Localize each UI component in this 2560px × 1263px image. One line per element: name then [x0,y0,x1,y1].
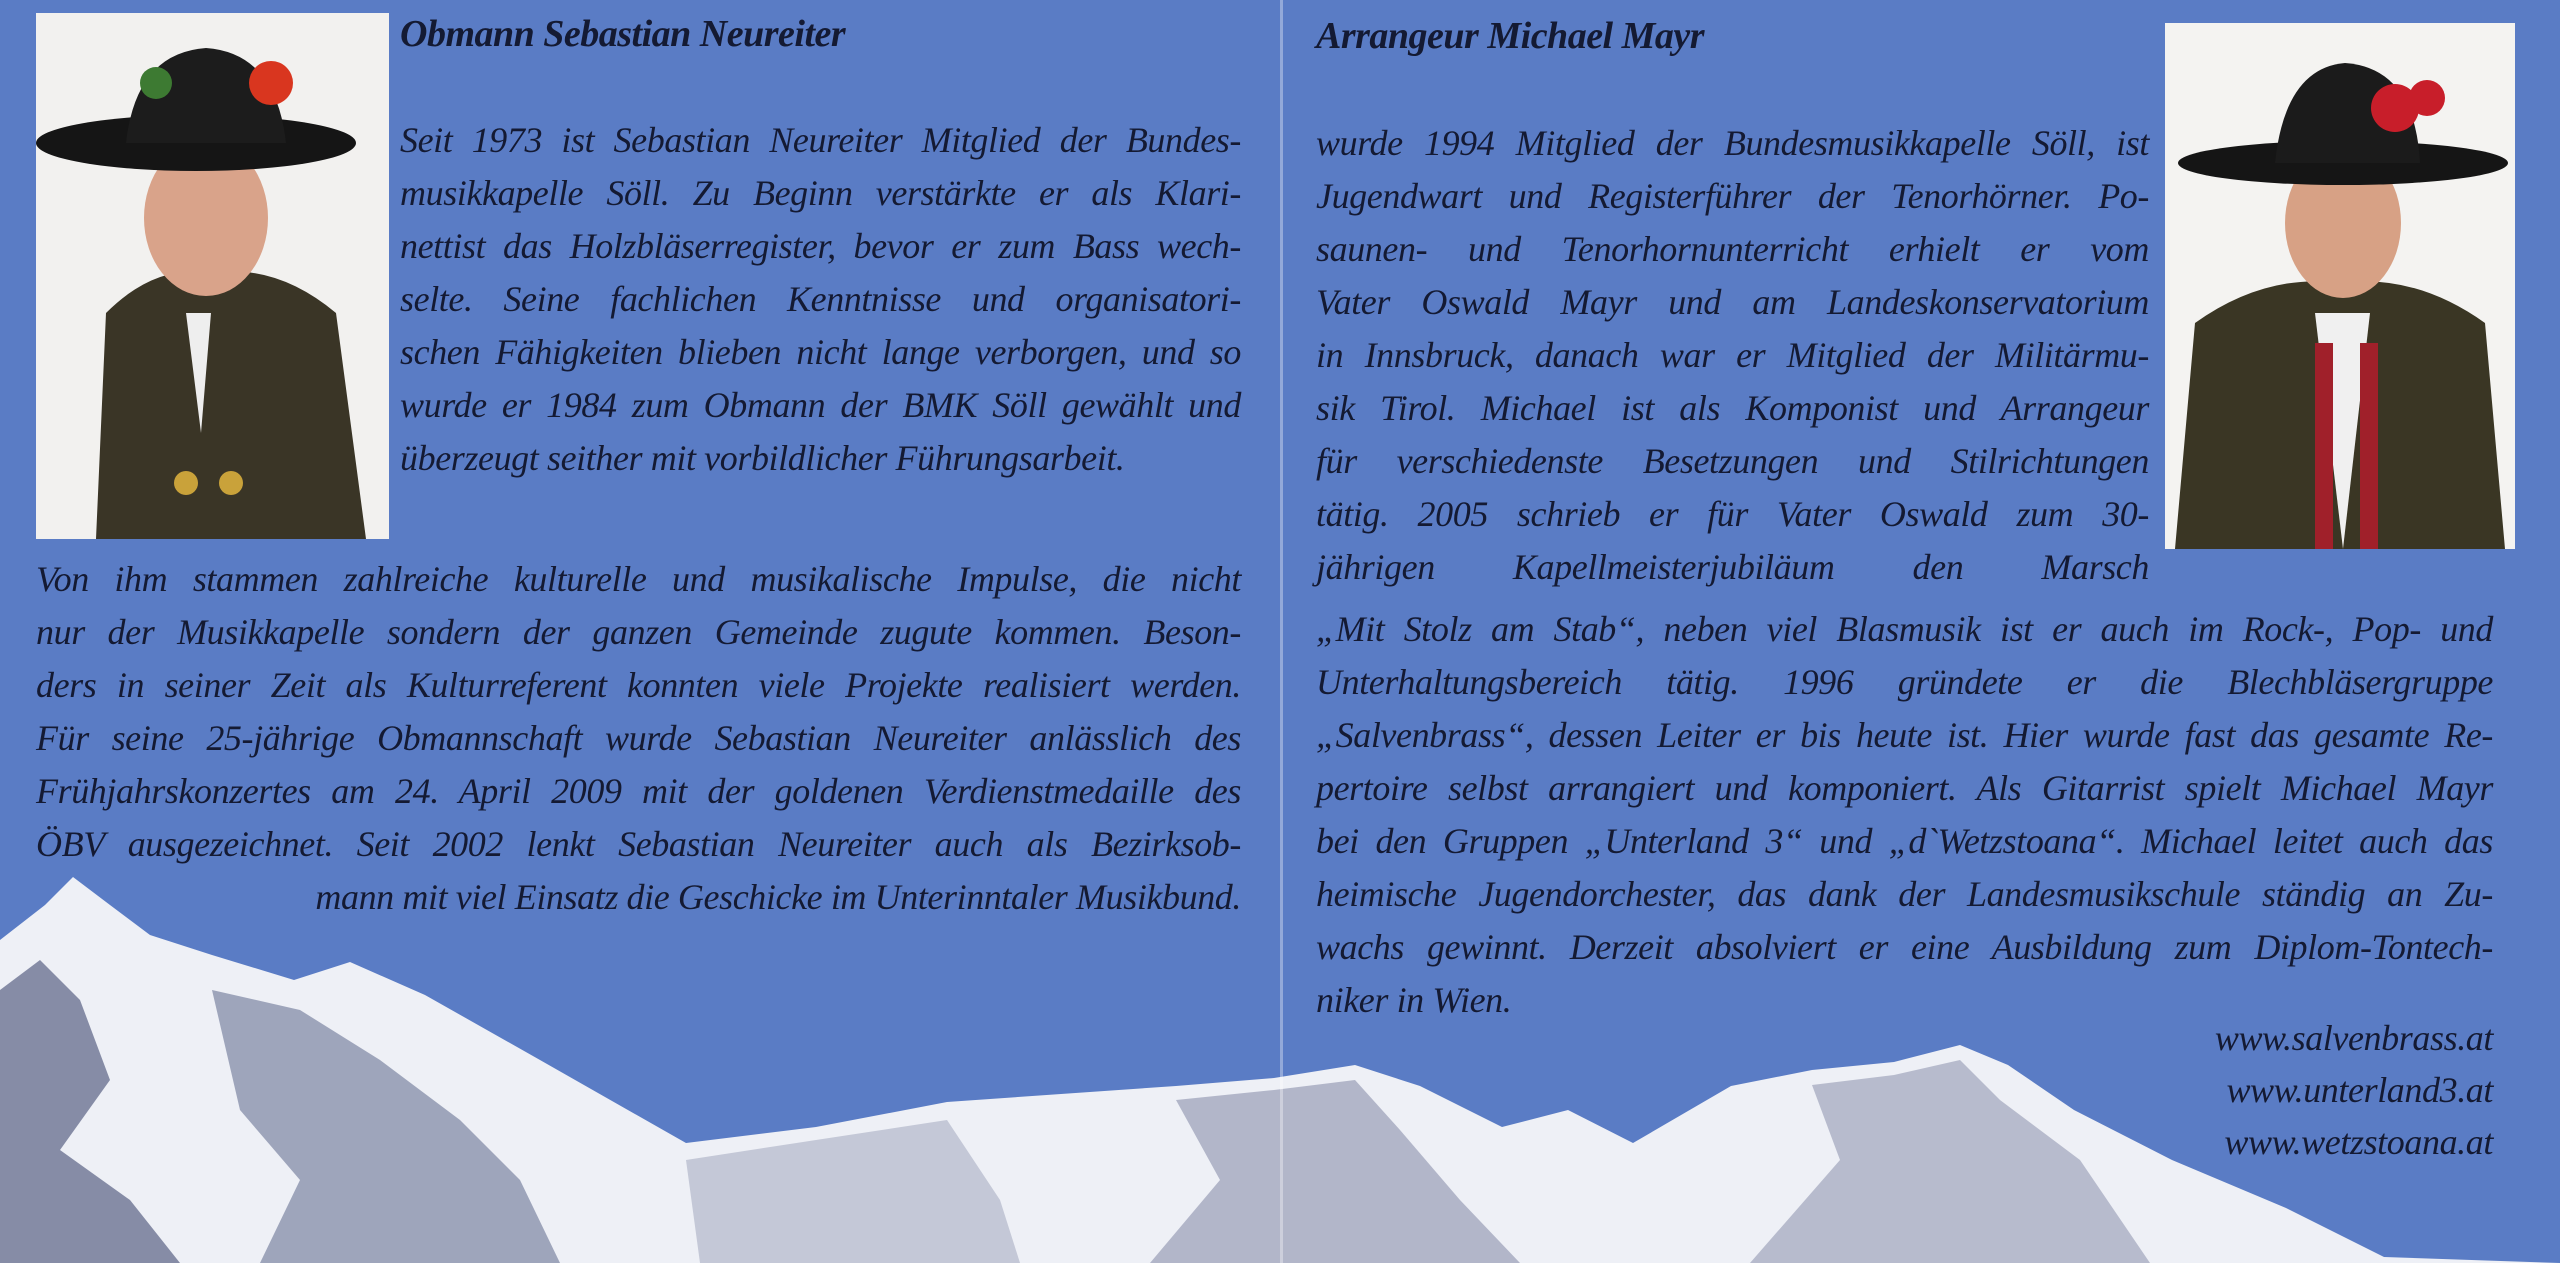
text-line: musikkapelle Söll. Zu Beginn verstärkte er als Klari- [400,173,1241,213]
text-line: in Innsbruck, danach war er Mitglied der Militärmu- [1316,335,2149,375]
text-line: wachs gewinnt. Derzeit absolviert er eine Ausbildung zum Diplom-Tontech- [1316,927,2493,967]
right-body-text [1316,603,2493,1027]
text-line: saunen- und Tenorhornunterricht erhielt er vom [1316,229,2149,269]
text-line: Für seine 25-jährige Obmannschaft wurde Sebastian Neureiter anlässlich des [36,718,1241,758]
website-link: www.unterland3.at [2226,1070,2493,1110]
text-line: Jugendwart und Registerführer der Tenorhörner. Po- [1316,176,2149,216]
website-link: www.salvenbrass.at [2214,1018,2493,1058]
text-line: tätig. 2005 schrieb er für Vater Oswald zum 30- [1316,494,2149,534]
text-line: nettist das Holzbläserregister, bevor er zum Bass wech- [400,226,1241,266]
booklet-fold [1280,0,1283,1263]
text-line: sik Tirol. Michael ist als Komponist und Arrangeur [1316,388,2149,428]
text-line: mann mit viel Einsatz die Geschicke im Unterinntaler Musikbund. [315,877,1241,917]
text-line: „Mit Stolz am Stab“, neben viel Blasmusik ist er auch im Rock-, Pop- und [1316,609,2493,649]
text-line: „Salvenbrass“, dessen Leiter er bis heute ist. Hier wurde fast das gesamte Re- [1316,715,2493,755]
heading-sebastian-neureiter: Obmann Sebastian Neureiter [400,13,846,55]
text-line: Unterhaltungsbereich tätig. 1996 gründete er die Blechbläsergruppe [1316,662,2493,702]
text-line: überzeugt seither mit vorbildlicher Führungsarbeit. [400,438,1125,478]
website-link: www.wetzstoana.at [2224,1122,2493,1162]
photo-michael-mayr [2165,23,2515,549]
photo-sebastian-neureiter [36,13,389,539]
portrait-image [2165,23,2515,549]
text-line: Frühjahrskonzertes am 24. April 2009 mit der goldenen Verdienstmedaille des [36,771,1241,811]
website-links [2215,1012,2493,1168]
text-line: für verschiedenste Besetzungen und Stilrichtungen [1316,441,2149,481]
left-intro-text [400,114,1241,485]
right-intro-text [1316,117,2149,594]
text-line: Von ihm stammen zahlreiche kulturelle und musikalische Impulse, die nicht [36,559,1241,599]
text-line: wurde er 1984 zum Obmann der BMK Söll gewählt und [400,385,1241,425]
text-line: pertoire selbst arrangiert und komponiert. Als Gitarrist spielt Michael Mayr [1316,768,2493,808]
text-line: selte. Seine fachlichen Kenntnisse und organisatori- [400,279,1241,319]
text-line: niker in Wien. [1316,980,1512,1020]
text-line: ders in seiner Zeit als Kulturreferent konnten viele Projekte realisiert werden. [36,665,1241,705]
left-body-text [36,553,1241,924]
text-line: wurde 1994 Mitglied der Bundesmusikkapelle Söll, ist [1316,123,2149,163]
text-line: heimische Jugendorchester, das dank der Landesmusikschule ständig an Zu- [1316,874,2493,914]
text-line: schen Fähigkeiten blieben nicht lange verborgen, und so [400,332,1241,372]
text-line: nur der Musikkapelle sondern der ganzen Gemeinde zugute kommen. Beson- [36,612,1241,652]
portrait-image [36,13,389,539]
text-line: bei den Gruppen „Unterland 3“ und „d`Wetzstoana“. Michael leitet auch das [1316,821,2493,861]
text-line: jährigen Kapellmeisterjubiläum den Marsch [1316,547,2149,587]
text-line: Seit 1973 ist Sebastian Neureiter Mitglied der Bundes- [400,120,1241,160]
heading-michael-mayr: Arrangeur Michael Mayr [1316,15,1705,57]
text-line: Vater Oswald Mayr und am Landeskonservatorium [1316,282,2149,322]
text-line: ÖBV ausgezeichnet. Seit 2002 lenkt Sebastian Neureiter auch als Bezirksob- [36,824,1241,864]
